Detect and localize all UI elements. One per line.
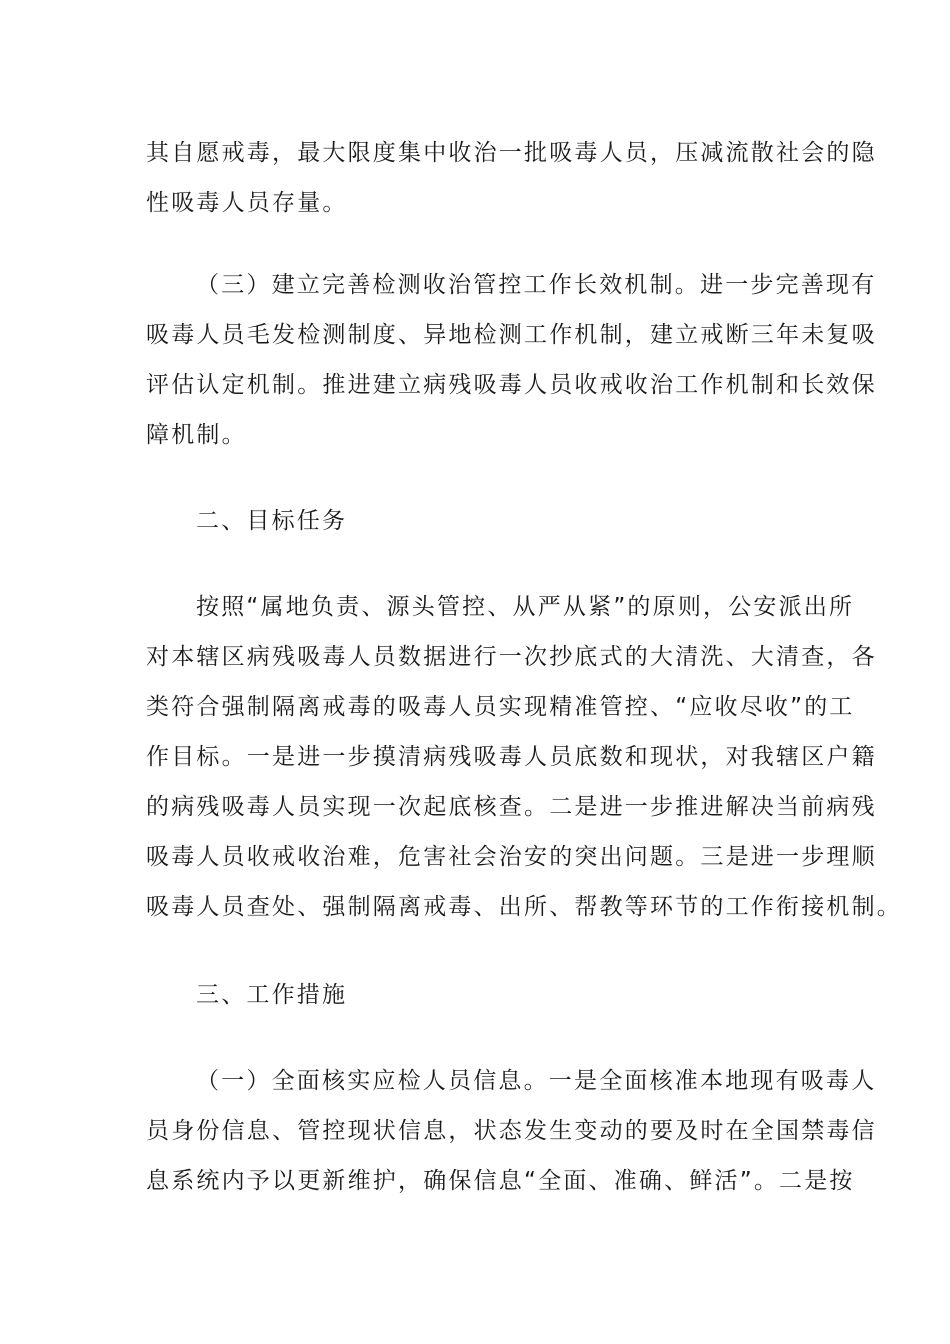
paragraph-3-line-6: 吸毒人员收戒收治难，危害社会治安的突出问题。三是进一步理顺: [146, 844, 877, 870]
section-heading-3: 三、工作措施: [196, 982, 348, 1008]
paragraph-2-line-4: 障机制。: [146, 422, 247, 448]
paragraph-2-line-3: 评估认定机制。推进建立病残吸毒人员收戒收治工作机制和长效保: [146, 372, 877, 398]
paragraph-3-line-7: 吸毒人员查处、强制隔离戒毒、出所、帮教等环节的工作衔接机制。: [146, 894, 902, 920]
paragraph-3-line-1: 按照“属地负责、源头管控、从严从紧”的原则，公安派出所: [196, 594, 855, 620]
paragraph-3-line-3: 类符合强制隔离戒毒的吸毒人员实现精准管控、“应收尽收”的工: [146, 694, 855, 720]
paragraph-2-line-1: （三）建立完善检测收治管控工作长效机制。进一步完善现有: [196, 272, 877, 298]
paragraph-3-line-4: 作目标。一是进一步摸清病残吸毒人员底数和现状，对我辖区户籍: [146, 744, 877, 770]
section-heading-2: 二、目标任务: [196, 508, 348, 534]
paragraph-4-line-2: 员身份信息、管控现状信息，状态发生变动的要及时在全国禁毒信: [146, 1118, 877, 1144]
paragraph-2-line-2: 吸毒人员毛发检测制度、异地检测工作机制，建立戒断三年未复吸: [146, 322, 877, 348]
paragraph-4-line-3: 息系统内予以更新维护，确保信息“全面、准确、鲜活”。二是按: [146, 1168, 855, 1194]
paragraph-3-line-2: 对本辖区病残吸毒人员数据进行一次抄底式的大清洗、大清查，各: [146, 644, 877, 670]
paragraph-4-line-1: （一）全面核实应检人员信息。一是全面核准本地现有吸毒人: [196, 1068, 877, 1094]
paragraph-3-line-5: 的病残吸毒人员实现一次起底核查。二是进一步推进解决当前病残: [146, 794, 877, 820]
paragraph-1-line-1: 其自愿戒毒，最大限度集中收治一批吸毒人员，压减流散社会的隐: [146, 140, 877, 166]
paragraph-1-line-2: 性吸毒人员存量。: [146, 190, 348, 216]
